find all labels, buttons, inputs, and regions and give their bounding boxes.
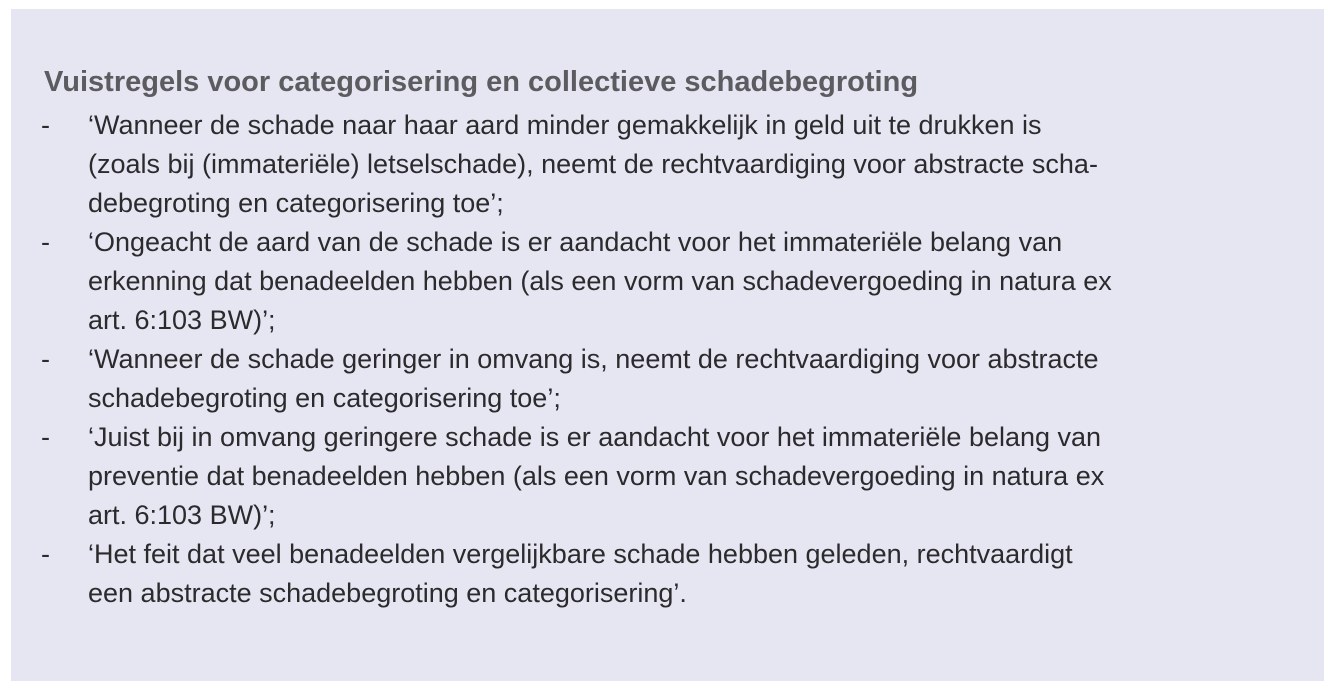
- item-line: preventie dat benadeelden hebben (als een vorm van schadevergoeding in natura ex: [88, 461, 1105, 491]
- bullet-dash: -: [41, 422, 50, 452]
- item-line: art. 6:103 BW)’;: [88, 500, 276, 530]
- item-line: een abstracte schadebegroting en categorisering’.: [88, 578, 687, 608]
- item-line: erkenning dat benadeelden hebben (als een vorm van schadevergoeding in natura ex: [88, 266, 1112, 296]
- bullet-dash: -: [41, 539, 50, 569]
- item-line: ‘Wanneer de schade geringer in omvang is, neemt de rechtvaardiging voor abstracte: [88, 344, 1099, 374]
- bullet-dash: -: [41, 110, 50, 140]
- item-line: art. 6:103 BW)’;: [88, 305, 276, 335]
- item-line: ‘Juist bij in omvang geringere schade is er aandacht voor het immateriële belang van: [88, 422, 1102, 452]
- bullet-dash: -: [41, 344, 50, 374]
- item-line: schadebegroting en categorisering toe’;: [88, 383, 561, 413]
- item-line: debegroting en categorisering toe’;: [88, 188, 504, 218]
- bullet-dash: -: [41, 227, 50, 257]
- item-line: ‘Het feit dat veel benadeelden vergelijkbare schade hebben geleden, rechtvaardigt: [88, 539, 1073, 569]
- item-line: ‘Wanneer de schade naar haar aard minder gemakkelijk in geld uit te drukken is: [88, 110, 1042, 140]
- item-line: ‘Ongeacht de aard van de schade is er aandacht voor het immateriële belang van: [88, 227, 1063, 257]
- item-line: (zoals bij (immateriële) letselschade), neemt de rechtvaardiging voor abstracte scha-: [88, 149, 1098, 179]
- rules-box: [11, 9, 1324, 681]
- box-title: Vuistregels voor categorisering en collectieve schadebegroting: [44, 66, 919, 98]
